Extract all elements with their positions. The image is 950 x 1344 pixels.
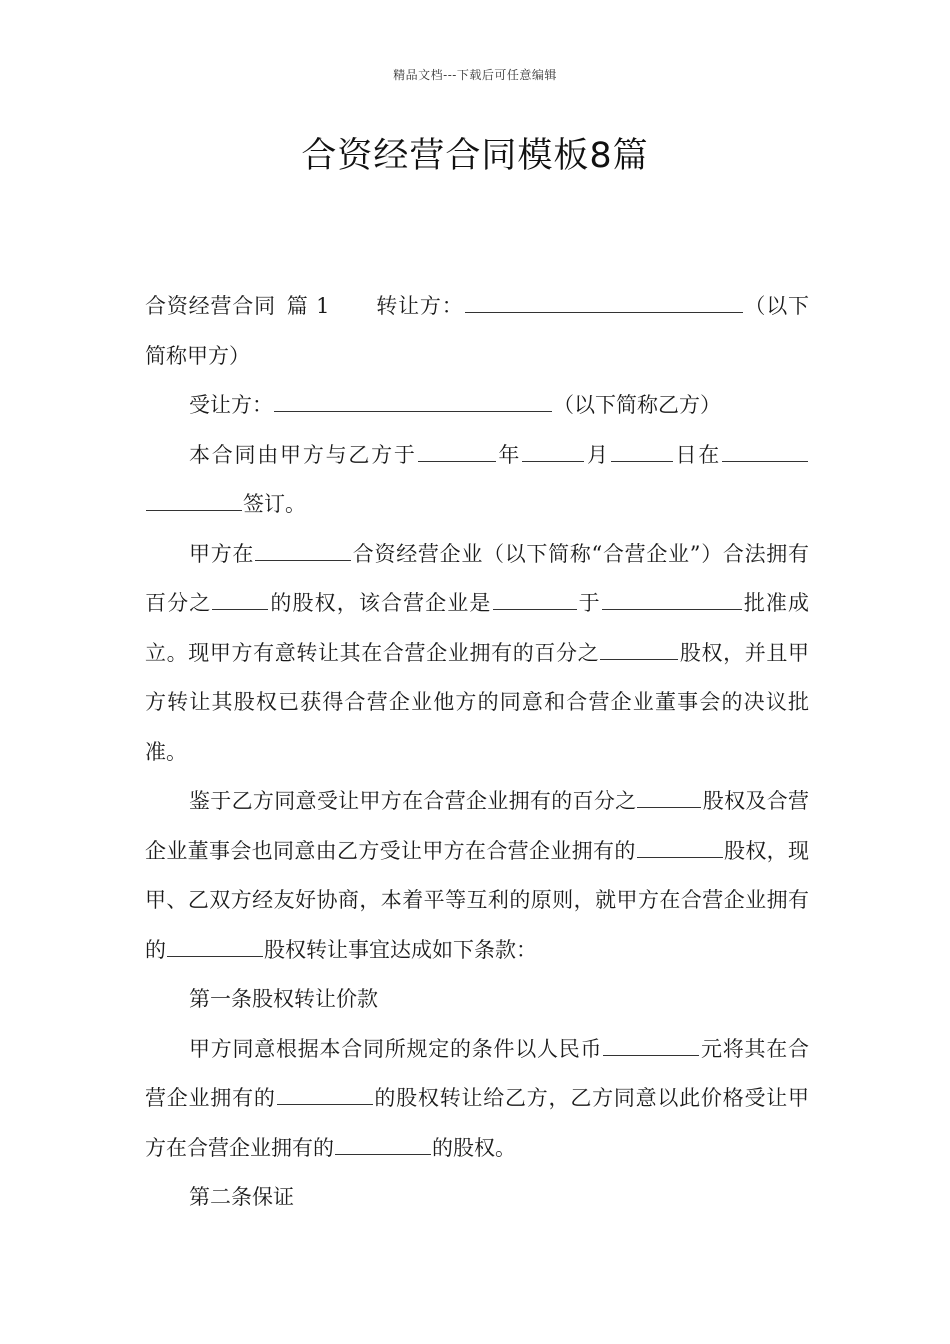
price-blank (603, 1035, 699, 1056)
enterprise-blank (255, 540, 351, 561)
signing-text: 本合同由甲方与乙方于 (189, 442, 417, 467)
place-blank-2 (146, 490, 242, 511)
transferor-alias: （以下简称甲方） (145, 294, 810, 368)
whereas-text-3: 股权，现甲、乙双方经友好协商，本着平等互利的原则，就甲方在合营企业拥有的 (145, 838, 810, 962)
equity-text-3: 的股权，该合营企业是 (269, 591, 492, 615)
transferee-alias: （以下简称乙方） (553, 393, 721, 417)
signed-label: 签订。 (243, 492, 306, 516)
approval-date-blank (602, 589, 742, 610)
equity-text-6: 股权，并且甲方转让其股权已获得合营企业他方的同意和合营企业董事会的决议批准。 (145, 640, 810, 764)
price-equity-blank-2 (335, 1134, 431, 1155)
article-1-heading: 第一条股权转让价款 (189, 987, 378, 1011)
paragraph-whereas (145, 777, 809, 975)
transferee-blank (274, 391, 552, 412)
paragraph-price (145, 1025, 809, 1174)
price-text-3: 的股权转让给乙方，乙方同意以此价格受让甲方在合营企业拥有的 (145, 1086, 810, 1160)
price-text-1: 甲方同意根据本合同所规定的条件以人民币 (189, 1036, 603, 1061)
transferee-label: 受让方： (189, 393, 273, 417)
paragraph-equity (145, 530, 809, 778)
article-2-heading: 第二条保证 (189, 1185, 294, 1209)
price-text-4: 的股权。 (432, 1135, 516, 1160)
whereas-text-4: 股权转让事宜达成如下条款： (264, 937, 537, 962)
paragraph-transferee (145, 381, 809, 431)
paragraph-signing (145, 431, 809, 530)
article-number: 篇 1 (285, 294, 330, 318)
whereas-percent-blank (637, 787, 701, 808)
price-equity-blank (277, 1084, 373, 1105)
price-text-2: 元将其在合营企业拥有的 (145, 1036, 809, 1110)
approver-blank (493, 589, 577, 610)
whereas-text-1: 鉴于乙方同意受让甲方在合营企业拥有的百分之 (189, 789, 637, 813)
document-title: 合资经营合同模板8篇 (301, 136, 649, 176)
percent-blank (212, 589, 268, 610)
header-note: 精品文档---下载后可任意编辑 (393, 68, 557, 82)
transferor-blank (465, 292, 743, 313)
transferor-label: 转让方： (375, 294, 464, 318)
document-body (145, 282, 809, 1223)
month-blank (522, 441, 584, 462)
year-label: 年 (496, 442, 522, 467)
equity-text-5: 批准成立。现甲方有意转让其在合营企业拥有的百分之 (145, 591, 810, 665)
place-blank-1 (722, 441, 808, 462)
equity-text-1: 甲方在 (189, 541, 255, 566)
month-label: 月 (585, 442, 610, 467)
year-blank (418, 441, 496, 462)
contract-name: 合资经营合同 (145, 294, 276, 318)
whereas-equity-blank (637, 837, 723, 858)
equity-text-4: 于 (577, 591, 601, 615)
day-blank (611, 441, 673, 462)
paragraph-intro (145, 282, 809, 381)
day-label: 日在 (673, 442, 722, 467)
whereas-text-2: 股权及合营企业董事会也同意由乙方受让甲方在合营企业拥有的 (145, 789, 810, 863)
whereas-equity-blank-2 (167, 936, 263, 957)
equity-text-2: 合资经营企业（以下简称“合营企业”）合法拥有百分之 (145, 541, 809, 615)
transfer-percent-blank (600, 639, 678, 660)
